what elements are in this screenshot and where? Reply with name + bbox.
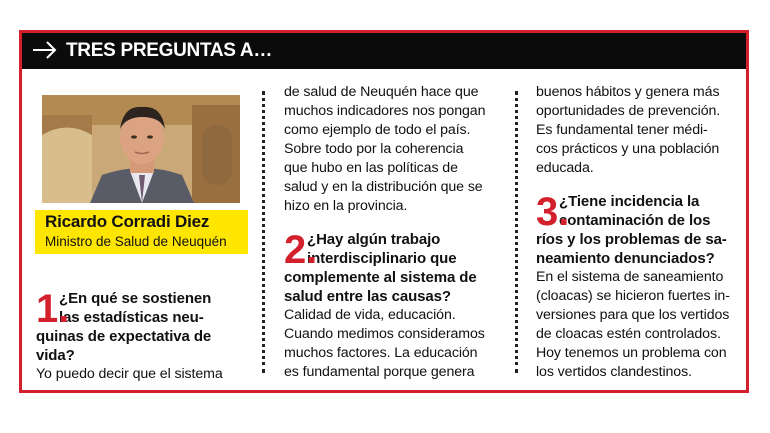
question-3-line: ríos y los problemas de sa- [536,231,727,248]
question-2-line: salud entre las causas? [284,288,451,305]
column-divider [262,91,265,373]
answer-3-line: En el sistema de saneamiento [536,269,724,285]
header-bar [22,33,746,69]
answer-2-line: es fundamental porque genera [284,364,475,380]
header-title: TRES PREGUNTAS A… [66,40,273,61]
person-name: Ricardo Corradi Diez [45,212,210,231]
answer-2-line: muchos factores. La educación [284,345,478,361]
answer-1-continuation-line: salud y en la distribución que se [284,179,483,195]
column-2 [284,83,500,382]
answer-2-continuation-line: cos prácticos y una población [536,141,720,157]
question-2-line: interdisciplinario que [307,250,457,267]
answer-2-continuation-line: Es fundamental tener médi- [536,122,708,138]
answer-1-continuation-line: muchos indicadores nos pongan [284,103,486,119]
answer-3-line: Hoy tenemos un problema con [536,345,727,361]
answer-2-line: Cuando medimos consideramos [284,326,485,342]
question-3 [536,192,742,268]
question-1-line: quinas de expectativa de [36,328,212,345]
question-3-line: neamiento denunciados? [536,250,715,267]
arrow-right-icon [32,40,58,60]
portrait-photo [42,95,240,203]
question-1-line: las estadísticas neu- [59,309,204,326]
column-1 [36,289,250,384]
answer-1-continuation-line: Sobre todo por la coherencia [284,141,464,157]
question-1 [36,289,250,365]
column-3 [536,83,742,382]
question-3-line: contaminación de los [559,212,711,229]
answer-2-continuation-line: educada. [536,160,594,176]
answer-1-continuation-line: hizo en la provincia. [284,198,408,214]
answer-1-line: Yo puedo decir que el sistema [36,366,223,382]
answer-3-line: (cloacas) se hicieron fuertes in- [536,288,730,304]
answer-2-line: Calidad de vida, educación. [284,307,456,323]
column-divider [515,91,518,373]
answer-2-continuation-line: buenos hábitos y genera más [536,84,720,100]
answer-3-line: de cloacas estén controlados. [536,326,721,342]
question-number-1: 1. [36,287,70,331]
question-number-2: 2. [284,228,318,272]
answer-1-continuation-line: que hubo en las políticas de [284,160,458,176]
caption-box [35,210,248,254]
question-1-line: vida? [36,347,75,364]
question-2 [284,230,500,306]
answer-3-line: versiones para que los vertidos [536,307,730,323]
question-2-line: complemente al sistema de [284,269,477,286]
question-1-line: ¿En qué se sostienen [59,290,212,307]
answer-3-line: los vertidos clandestinos. [536,364,692,380]
question-3-line: ¿Tiene incidencia la [559,193,700,210]
answer-1-continuation-line: de salud de Neuquén hace que [284,84,479,100]
question-number-3: 3. [536,190,570,234]
answer-1-continuation-line: como ejemplo de todo el país. [284,122,471,138]
article-frame [19,30,749,393]
answer-2-continuation-line: oportunidades de prevención. [536,103,721,119]
question-2-line: ¿Hay algún trabajo [307,231,441,248]
person-role: Ministro de Salud de Neuquén [45,234,227,249]
